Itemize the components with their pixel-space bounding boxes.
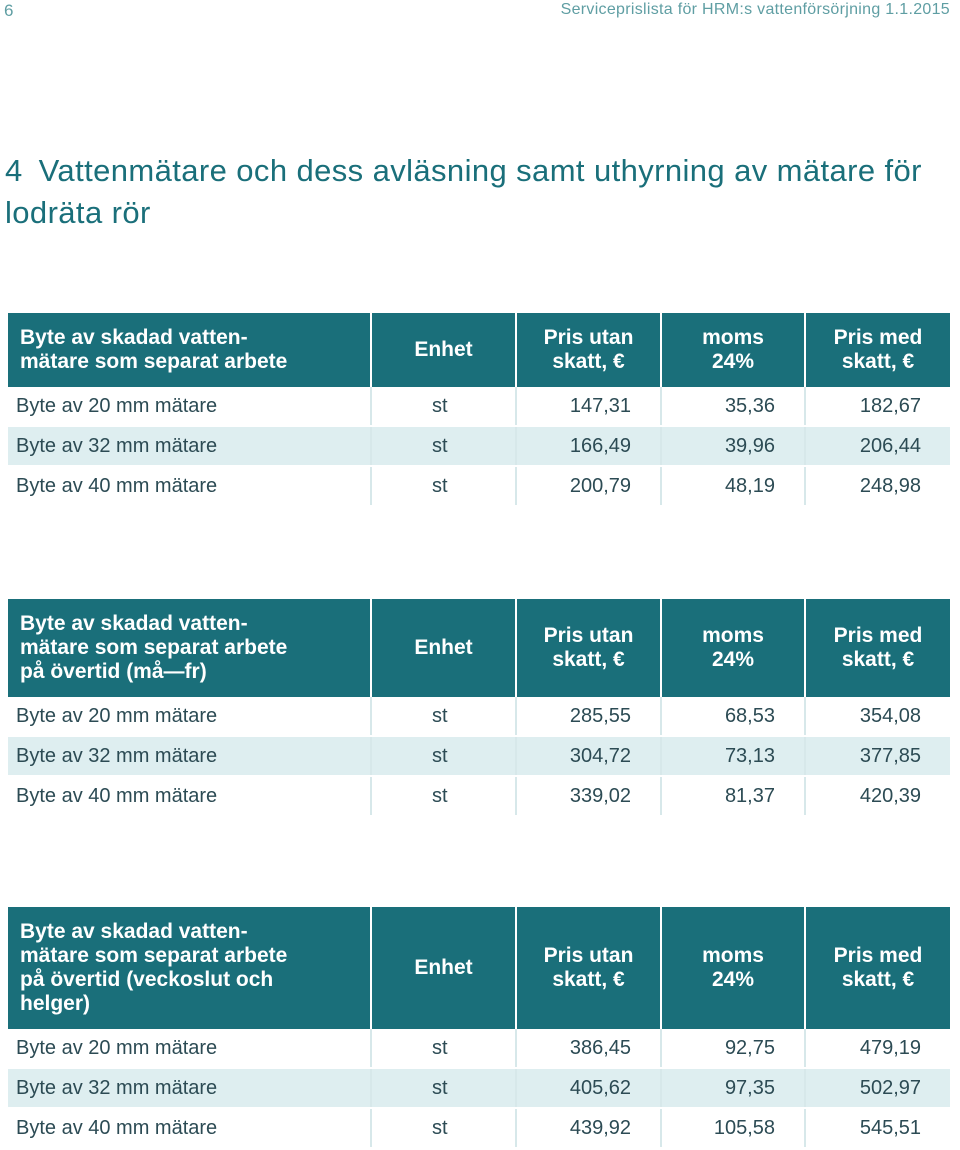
cell-unit: st bbox=[371, 426, 516, 466]
page-number: 6 bbox=[4, 1, 14, 20]
column-header-price-incl-tax: Pris med skatt, € bbox=[805, 313, 950, 387]
cell-item: Byte av 40 mm mätare bbox=[8, 776, 371, 816]
table-row bbox=[8, 697, 950, 736]
table-row bbox=[8, 426, 950, 466]
cell-price-excl-tax: 339,02 bbox=[516, 776, 661, 816]
section-heading bbox=[5, 150, 955, 234]
column-header-item: Byte av skadad vatten- mätare som separat arbete bbox=[8, 313, 371, 387]
cell-price-excl-tax: 147,31 bbox=[516, 387, 661, 426]
table-row bbox=[8, 466, 950, 506]
cell-price-incl-tax: 420,39 bbox=[805, 776, 950, 816]
cell-unit: st bbox=[371, 736, 516, 776]
cell-vat: 105,58 bbox=[661, 1108, 805, 1148]
section-number: 4 bbox=[5, 153, 23, 188]
cell-item: Byte av 40 mm mätare bbox=[8, 466, 371, 506]
running-title: Serviceprislista för HRM:s vattenförsörjning 1.1.2015 bbox=[560, 1, 950, 18]
cell-item: Byte av 20 mm mätare bbox=[8, 697, 371, 736]
table-row bbox=[8, 736, 950, 776]
table-header-row bbox=[8, 599, 950, 697]
column-header-price-incl-tax: Pris med skatt, € bbox=[805, 599, 950, 697]
cell-item: Byte av 32 mm mätare bbox=[8, 426, 371, 466]
cell-vat: 48,19 bbox=[661, 466, 805, 506]
cell-price-incl-tax: 502,97 bbox=[805, 1068, 950, 1108]
cell-vat: 73,13 bbox=[661, 736, 805, 776]
column-header-vat: moms 24% bbox=[661, 907, 805, 1029]
cell-unit: st bbox=[371, 1068, 516, 1108]
cell-price-incl-tax: 354,08 bbox=[805, 697, 950, 736]
cell-price-excl-tax: 200,79 bbox=[516, 466, 661, 506]
price-table-regular bbox=[8, 313, 950, 507]
cell-unit: st bbox=[371, 466, 516, 506]
cell-price-excl-tax: 405,62 bbox=[516, 1068, 661, 1108]
cell-price-incl-tax: 545,51 bbox=[805, 1108, 950, 1148]
table-header-row bbox=[8, 313, 950, 387]
table-row bbox=[8, 387, 950, 426]
column-header-price-excl-tax: Pris utan skatt, € bbox=[516, 313, 661, 387]
column-header-price-excl-tax: Pris utan skatt, € bbox=[516, 907, 661, 1029]
cell-vat: 81,37 bbox=[661, 776, 805, 816]
table-row bbox=[8, 1108, 950, 1148]
cell-item: Byte av 20 mm mätare bbox=[8, 1029, 371, 1068]
column-header-item: Byte av skadad vatten- mätare som separat arbete på övertid (må—fr) bbox=[8, 599, 371, 697]
column-header-unit: Enhet bbox=[371, 313, 516, 387]
cell-price-incl-tax: 206,44 bbox=[805, 426, 950, 466]
cell-price-excl-tax: 439,92 bbox=[516, 1108, 661, 1148]
cell-vat: 35,36 bbox=[661, 387, 805, 426]
column-header-price-excl-tax: Pris utan skatt, € bbox=[516, 599, 661, 697]
column-header-unit: Enhet bbox=[371, 907, 516, 1029]
cell-price-excl-tax: 386,45 bbox=[516, 1029, 661, 1068]
cell-price-excl-tax: 166,49 bbox=[516, 426, 661, 466]
cell-item: Byte av 32 mm mätare bbox=[8, 1068, 371, 1108]
price-table-overtime-weekday bbox=[8, 599, 950, 817]
column-header-price-incl-tax: Pris med skatt, € bbox=[805, 907, 950, 1029]
table-row bbox=[8, 1029, 950, 1068]
cell-unit: st bbox=[371, 697, 516, 736]
cell-unit: st bbox=[371, 387, 516, 426]
price-table-overtime-weekend bbox=[8, 907, 950, 1149]
cell-vat: 39,96 bbox=[661, 426, 805, 466]
section-title: Vattenmätare och dess avläsning samt uthyrning av mätare för lodräta rör bbox=[5, 153, 922, 230]
page-header bbox=[0, 0, 960, 24]
column-header-vat: moms 24% bbox=[661, 599, 805, 697]
cell-item: Byte av 20 mm mätare bbox=[8, 387, 371, 426]
cell-unit: st bbox=[371, 1029, 516, 1068]
column-header-unit: Enhet bbox=[371, 599, 516, 697]
cell-price-excl-tax: 285,55 bbox=[516, 697, 661, 736]
table-row bbox=[8, 776, 950, 816]
cell-item: Byte av 40 mm mätare bbox=[8, 1108, 371, 1148]
cell-vat: 92,75 bbox=[661, 1029, 805, 1068]
cell-vat: 97,35 bbox=[661, 1068, 805, 1108]
cell-unit: st bbox=[371, 1108, 516, 1148]
table-row bbox=[8, 1068, 950, 1108]
cell-vat: 68,53 bbox=[661, 697, 805, 736]
column-header-item: Byte av skadad vatten- mätare som separat arbete på övertid (veckoslut och helger) bbox=[8, 907, 371, 1029]
cell-unit: st bbox=[371, 776, 516, 816]
cell-price-excl-tax: 304,72 bbox=[516, 736, 661, 776]
table-header-row bbox=[8, 907, 950, 1029]
cell-price-incl-tax: 377,85 bbox=[805, 736, 950, 776]
cell-item: Byte av 32 mm mätare bbox=[8, 736, 371, 776]
cell-price-incl-tax: 248,98 bbox=[805, 466, 950, 506]
cell-price-incl-tax: 479,19 bbox=[805, 1029, 950, 1068]
cell-price-incl-tax: 182,67 bbox=[805, 387, 950, 426]
column-header-vat: moms 24% bbox=[661, 313, 805, 387]
